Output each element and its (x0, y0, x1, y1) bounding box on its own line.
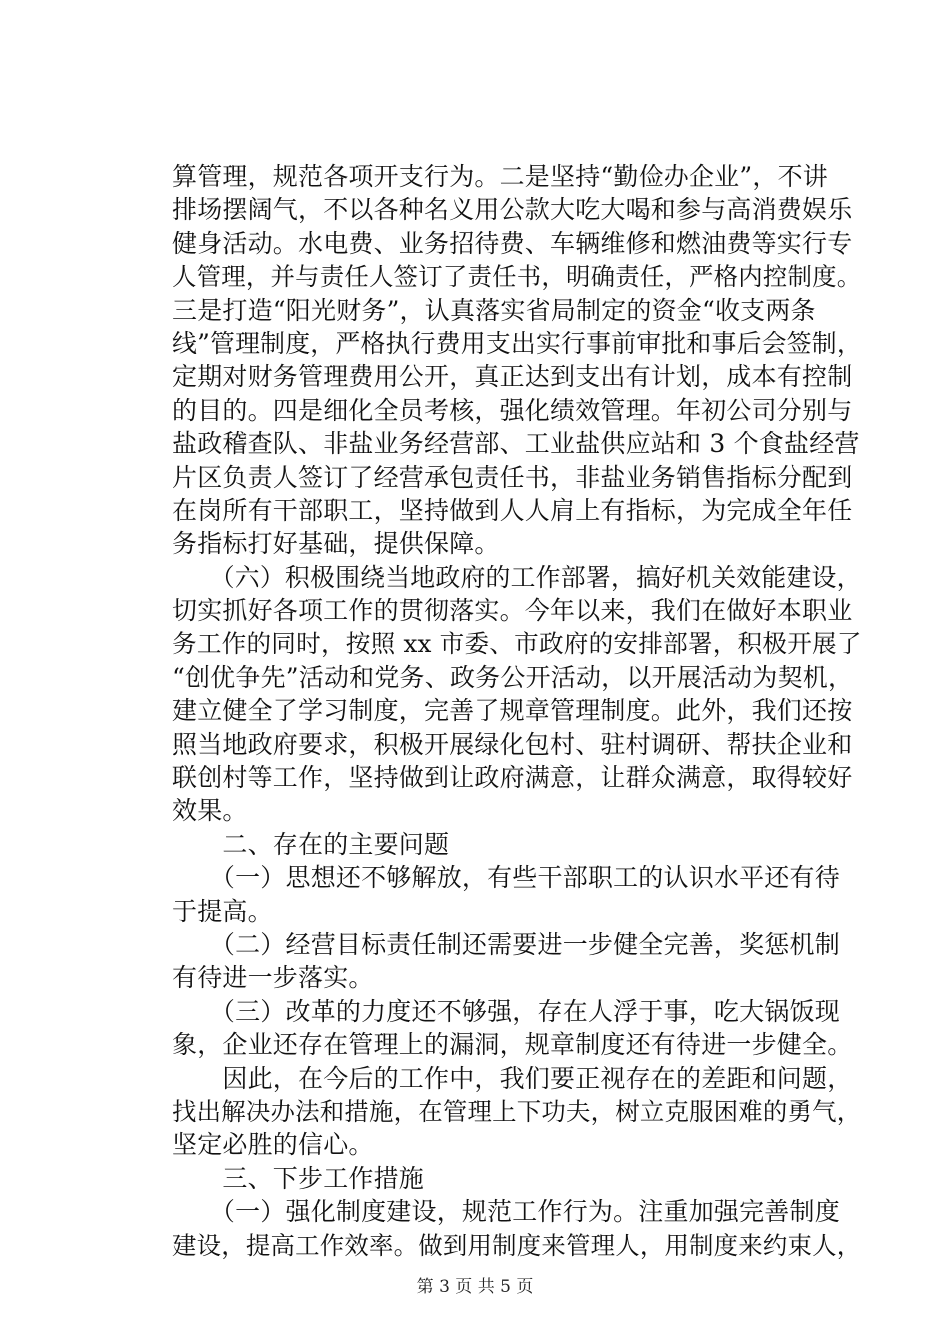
text-line: 切实抓好各项工作的贯彻落实。今年以来，我们在做好本职业 (172, 596, 853, 626)
body-text (172, 160, 862, 1262)
text-line: （一）强化制度建设，规范工作行为。注重加强完善制度 (172, 1197, 840, 1227)
text-line: （一）思想还不够解放，有些干部职工的认识水平还有待 (172, 863, 840, 893)
text-line: 三、下步工作措施 (172, 1163, 425, 1193)
text-line: （二）经营目标责任制还需要进一步健全完善，奖惩机制 (172, 929, 840, 959)
text-line: “创优争先”活动和党务、政务公开活动，以开展活动为契机， (172, 662, 854, 692)
text-line: 有待进一步落实。 (172, 963, 374, 993)
text-line: 盐政稽查队、非盐业务经营部、工业盐供应站和 3 个食盐经营 (172, 429, 860, 459)
text-line: 建设，提高工作效率。做到用制度来管理人，用制度来约束人， (172, 1230, 862, 1260)
text-line: 的目的。四是细化全员考核，强化绩效管理。年初公司分别与 (172, 395, 853, 425)
text-line: 人管理，并与责任人签订了责任书，明确责任，严格内控制度。 (172, 262, 862, 292)
text-line: （六）积极围绕当地政府的工作部署，搞好机关效能建设， (172, 562, 862, 592)
text-line: （三）改革的力度还不够强，存在人浮于事，吃大锅饭现 (172, 996, 840, 1026)
page-footer: 第 3 页 共 5 页 (416, 1277, 534, 1297)
text-line: 算管理，规范各项开支行为。二是坚持“勤俭办企业”，不讲 (172, 162, 828, 191)
text-line: 二、存在的主要问题 (172, 829, 450, 859)
text-line: 于提高。 (172, 896, 273, 926)
text-line: 定期对财务管理费用公开，真正达到支出有计划，成本有控制 (172, 362, 853, 392)
text-line: 建立健全了学习制度，完善了规章管理制度。此外，我们还按 (172, 696, 853, 726)
text-line: 因此，在今后的工作中，我们要正视存在的差距和问题， (172, 1063, 853, 1093)
text-line: 线”管理制度，严格执行费用支出实行事前审批和事后会签制， (172, 328, 862, 358)
text-line: 排场摆阔气，不以各种名义用公款大吃大喝和参与高消费娱乐 (172, 195, 853, 225)
text-line: 效果。 (172, 796, 248, 826)
text-line: 健身活动。水电费、业务招待费、车辆维修和燃油费等实行专 (172, 228, 853, 258)
text-line: 坚定必胜的信心。 (172, 1130, 374, 1160)
text-line: 找出解决办法和措施，在管理上下功夫，树立克服困难的勇气， (172, 1096, 862, 1126)
text-line: 片区负责人签订了经营承包责任书，非盐业务销售指标分配到 (172, 462, 853, 492)
text-line: 三是打造“阳光财务”，认真落实省局制定的资金“收支两条 (172, 295, 816, 325)
text-line: 在岗所有干部职工，坚持做到人人肩上有指标，为完成全年任 (172, 495, 853, 525)
text-line: 务指标打好基础，提供保障。 (172, 529, 500, 559)
text-line: 联创村等工作，坚持做到让政府满意，让群众满意，取得较好 (172, 763, 853, 793)
text-line: 象，企业还存在管理上的漏洞，规章制度还有待进一步健全。 (172, 1030, 853, 1060)
text-line: 照当地政府要求，积极开展绿化包村、驻村调研、帮扶企业和 (172, 729, 853, 759)
text-line: 务工作的同时，按照 xx 市委、市政府的安排部署，积极开展了 (172, 629, 862, 659)
